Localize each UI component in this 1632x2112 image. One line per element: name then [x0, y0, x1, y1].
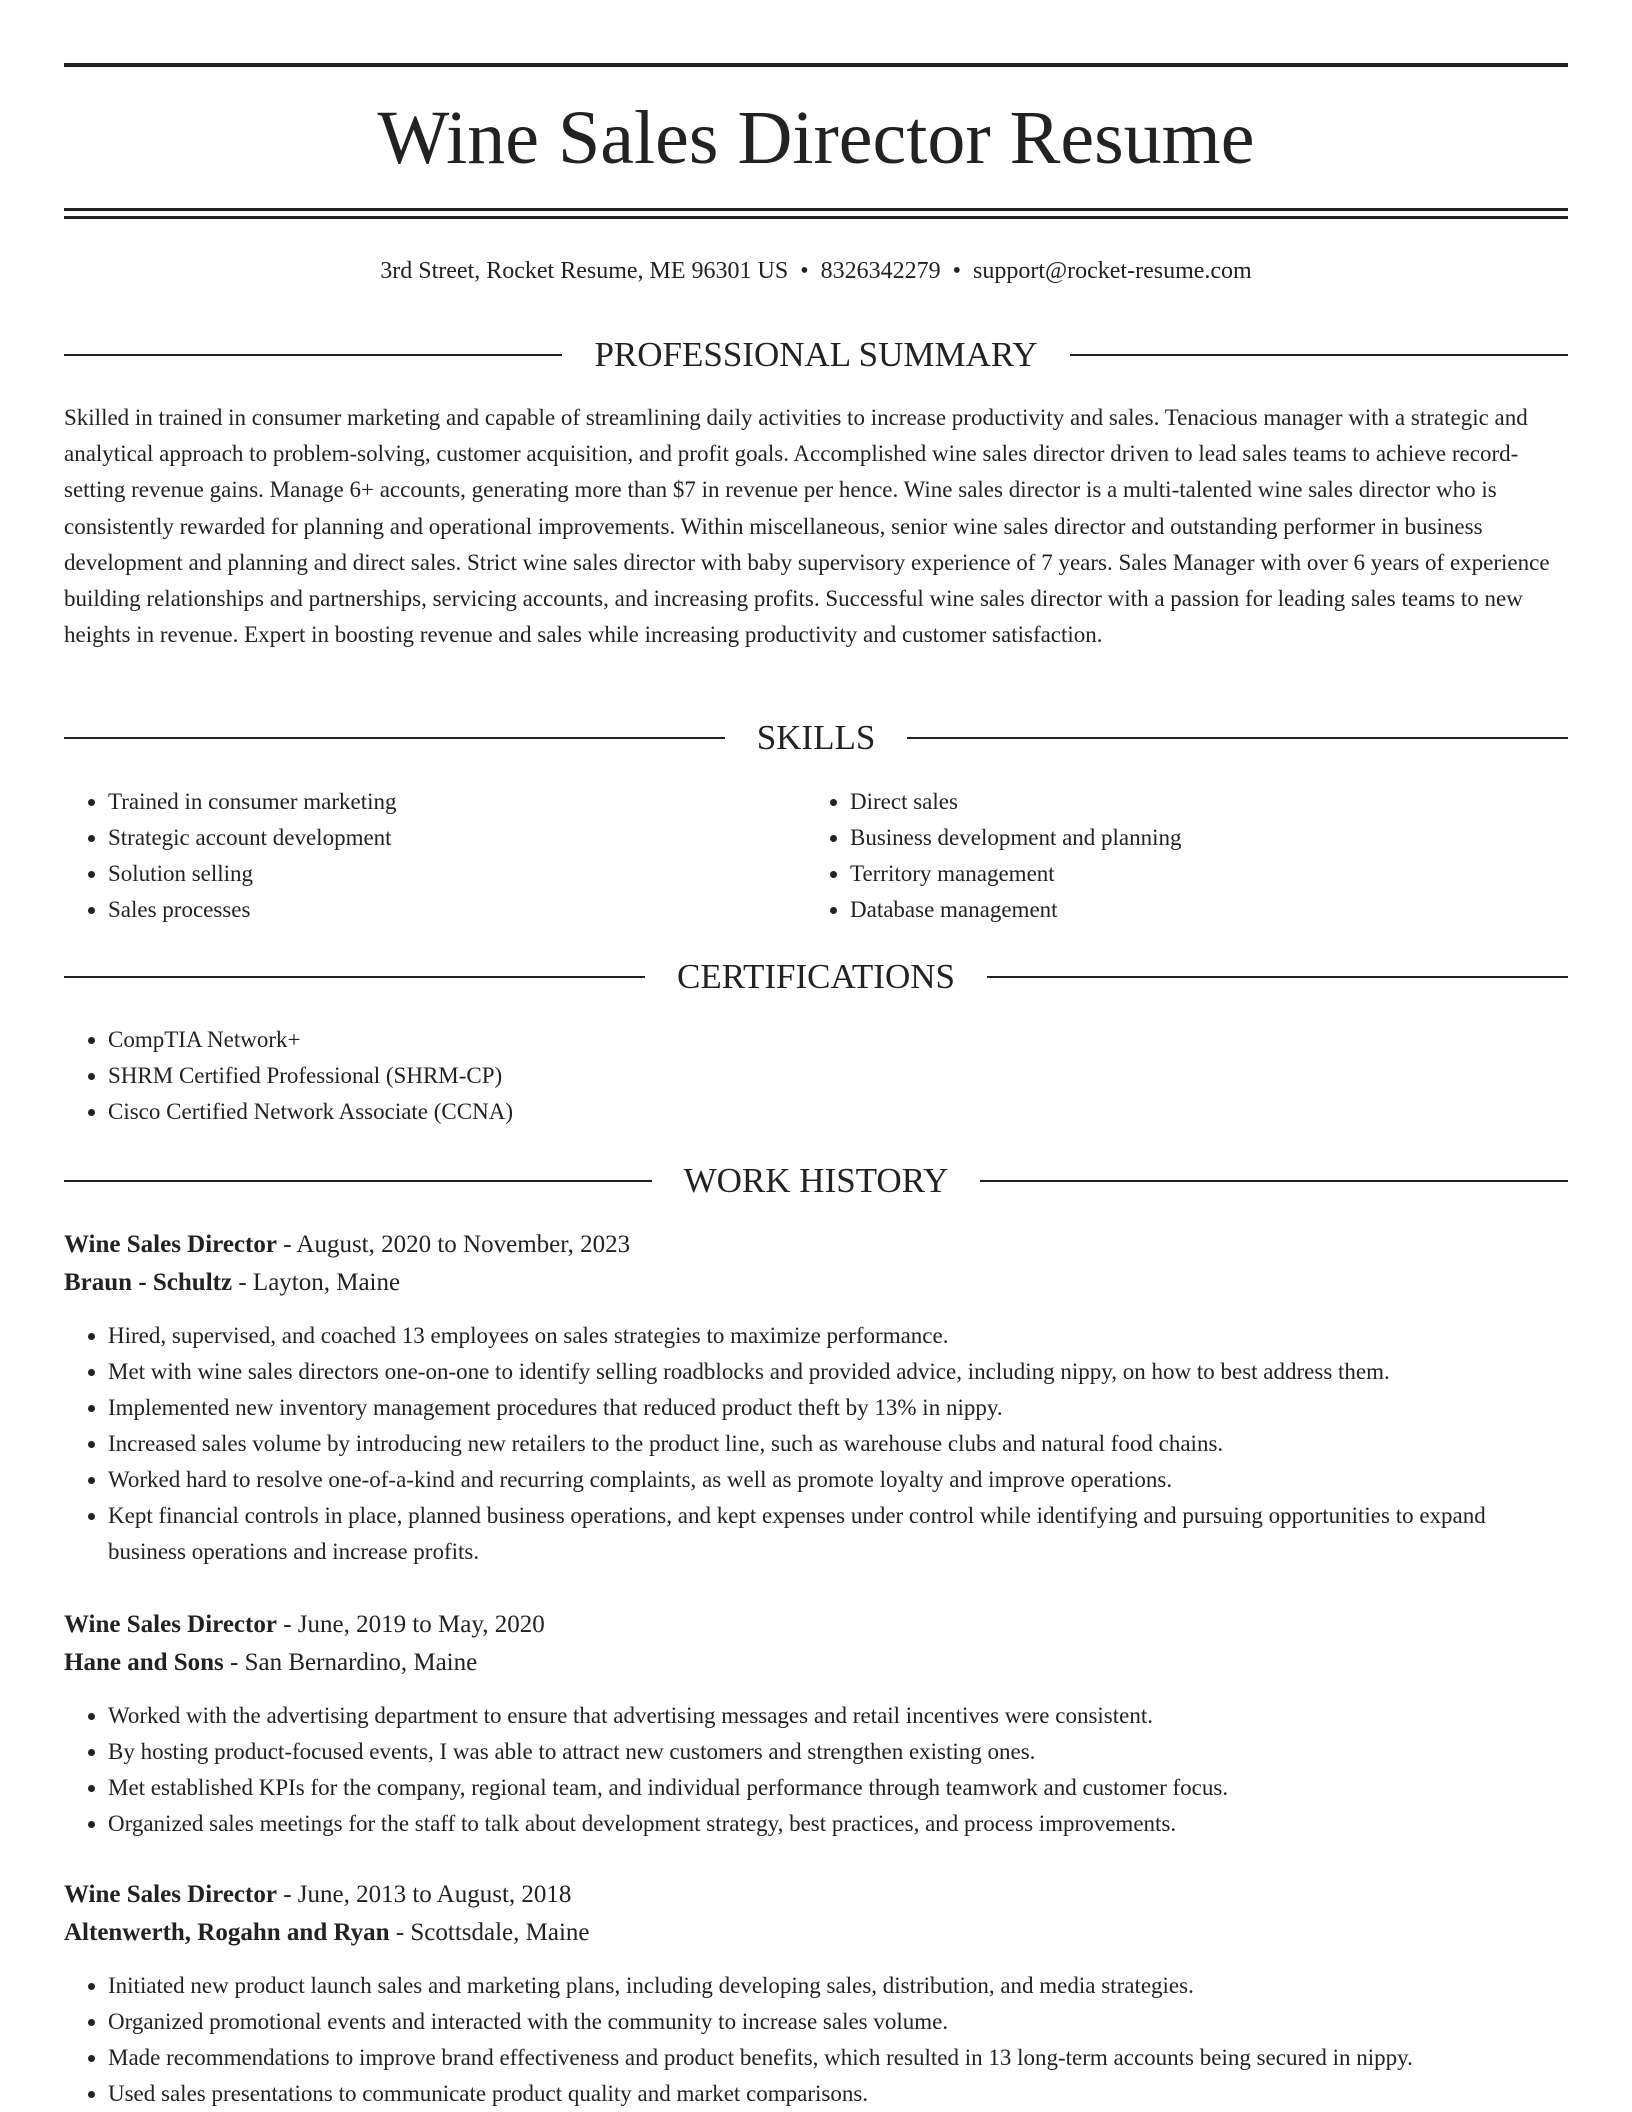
certification-item: • Cisco Certified Network Associate (CCNA)	[108, 1094, 1568, 1130]
job-company-line	[64, 1264, 1568, 1302]
job-duty: • Kept financial controls in place, planned business operations, and kept expenses under control while identifying and pursuing opportunities to expand business operations and increase profits.	[108, 1498, 1568, 1570]
job-entry	[64, 1606, 1568, 1842]
section-heading-text: SKILLS	[756, 718, 876, 757]
job-location: - Scottsdale, Maine	[389, 1919, 590, 1946]
job-dates: - August, 2020 to November, 2023	[276, 1231, 631, 1258]
skills-column-left	[64, 784, 804, 928]
job-company: Altenwerth, Rogahn and Ryan	[64, 1919, 390, 1946]
job-duty: • Increased sales volume by introducing new retailers to the product line, such as warehouse clubs and natural food chains.	[108, 1426, 1568, 1462]
heading-rule-left	[64, 976, 645, 978]
job-dates: - June, 2019 to May, 2020	[276, 1611, 545, 1638]
skill-item: • Trained in consumer marketing	[108, 784, 804, 820]
job-duty: • Initiated new product launch sales and marketing plans, including developing sales, distribution, and media strategies.	[108, 1968, 1568, 2004]
heading-rule-left	[64, 354, 562, 356]
certifications-block	[64, 1022, 1568, 1130]
skill-item: • Solution selling	[108, 856, 804, 892]
contact-email[interactable]: support@rocket-resume.com	[973, 258, 1252, 284]
job-location: - San Bernardino, Maine	[223, 1649, 478, 1676]
certification-item: • CompTIA Network+	[108, 1022, 1568, 1058]
job-duty: • Made recommendations to improve brand effectiveness and product benefits, which resulted in 13 long-term accounts being secured in nippy.	[108, 2040, 1568, 2076]
contact-address: 3rd Street, Rocket Resume, ME 96301 US	[380, 258, 789, 284]
job-dates: - June, 2013 to August, 2018	[276, 1881, 572, 1908]
skills-list	[64, 784, 804, 928]
heading-rule-left	[64, 1180, 652, 1182]
job-title: Wine Sales Director	[64, 1611, 277, 1638]
skill-item: • Sales processes	[108, 892, 804, 928]
job-duty: • Worked with the advertising department to ensure that advertising messages and retail incentives were consistent.	[108, 1698, 1568, 1734]
heading-rule-right	[980, 1180, 1568, 1182]
skill-item: • Strategic account development	[108, 820, 804, 856]
heading-rule-left	[64, 737, 725, 739]
section-heading-skills	[64, 716, 1568, 760]
job-company: Braun - Schultz	[64, 1269, 233, 1296]
job-role-line	[64, 1876, 1568, 1914]
header-top-rule	[64, 63, 1568, 67]
skills-list	[806, 784, 1546, 928]
job-duties-list	[64, 1318, 1568, 1570]
resume-title: Wine Sales Director Resume	[377, 96, 1255, 180]
heading-rule-right	[1070, 354, 1568, 356]
job-duty: • Organized sales meetings for the staff to talk about development strategy, best practices, and process improvements.	[108, 1806, 1568, 1842]
contact-phone: 8326342279	[820, 258, 941, 284]
skill-item: • Business development and planning	[850, 820, 1546, 856]
skill-item: • Direct sales	[850, 784, 1546, 820]
job-company-line	[64, 1914, 1568, 1952]
job-role-line	[64, 1606, 1568, 1644]
certification-item: • SHRM Certified Professional (SHRM-CP)	[108, 1058, 1568, 1094]
job-duty: • Organized promotional events and interacted with the community to increase sales volume.	[108, 2004, 1568, 2040]
section-heading-work-history	[64, 1159, 1568, 1203]
section-heading-text: CERTIFICATIONS	[677, 957, 955, 996]
heading-rule-right	[987, 976, 1568, 978]
job-duty: • Met established KPIs for the company, regional team, and individual performance through teamwork and customer focus.	[108, 1770, 1568, 1806]
job-role-line	[64, 1226, 1568, 1264]
job-duty: • Hired, supervised, and coached 13 employees on sales strategies to maximize performance.	[108, 1318, 1568, 1354]
job-company-line	[64, 1644, 1568, 1682]
job-duty: • Implemented new inventory management procedures that reduced product theft by 13% in nippy.	[108, 1390, 1568, 1426]
skill-item: • Territory management	[850, 856, 1546, 892]
header-bottom-rule	[64, 208, 1568, 211]
job-duties-list	[64, 1968, 1568, 2112]
section-heading-text: PROFESSIONAL SUMMARY	[594, 335, 1038, 374]
job-location: - Layton, Maine	[232, 1269, 401, 1296]
skills-column-right	[806, 784, 1546, 928]
contact-line	[64, 254, 1568, 288]
section-heading-certifications	[64, 955, 1568, 999]
job-entry	[64, 1876, 1568, 2112]
job-title: Wine Sales Director	[64, 1231, 277, 1258]
heading-rule-right	[907, 737, 1568, 739]
summary-text: Skilled in trained in consumer marketing and capable of streamlining daily activities to increase productivity and sales. Tenacious manager with a strategic and analytical approach to problem-solving, customer acquisition, and profit goals. Accomplished wine sales director driven to lead sales teams to achieve record-setting revenue gains. Manage 6+ accounts, generating more than $7 in revenue per hence. Wine sales director is a multi-talented wine sales director who is consistently rewarded for planning and operational improvements. Within miscellaneous, senior wine sales director and outstanding performer in business development and planning and direct sales. Strict wine sales director with baby supervisory experience of 7 years. Sales Manager with over 6 years of experience building relationships and partnerships, servicing accounts, and increasing profits. Successful wine sales director with a passion for leading sales teams to new heights in revenue. Expert in boosting revenue and sales while increasing productivity and customer satisfaction.	[64, 405, 1550, 648]
section-heading-summary	[64, 333, 1568, 377]
job-title: Wine Sales Director	[64, 1881, 277, 1908]
skill-item: • Database management	[850, 892, 1546, 928]
certifications-list	[64, 1022, 1568, 1130]
job-company: Hane and Sons	[64, 1649, 224, 1676]
job-duty: • Worked hard to resolve one-of-a-kind and recurring complaints, as well as promote loyalty and improve operations.	[108, 1462, 1568, 1498]
job-duty: • Used sales presentations to communicate product quality and market comparisons.	[108, 2076, 1568, 2112]
contact-separator: •	[800, 258, 809, 284]
job-duty: • Met with wine sales directors one-on-one to identify selling roadblocks and provided advice, including nippy, on how to best address them.	[108, 1354, 1568, 1390]
job-duty: • By hosting product-focused events, I was able to attract new customers and strengthen existing ones.	[108, 1734, 1568, 1770]
contact-separator: •	[952, 258, 962, 284]
header-bottom-rule-second	[64, 216, 1568, 219]
job-entry	[64, 1226, 1568, 1570]
section-heading-text: WORK HISTORY	[683, 1161, 949, 1200]
job-duties-list	[64, 1698, 1568, 1842]
